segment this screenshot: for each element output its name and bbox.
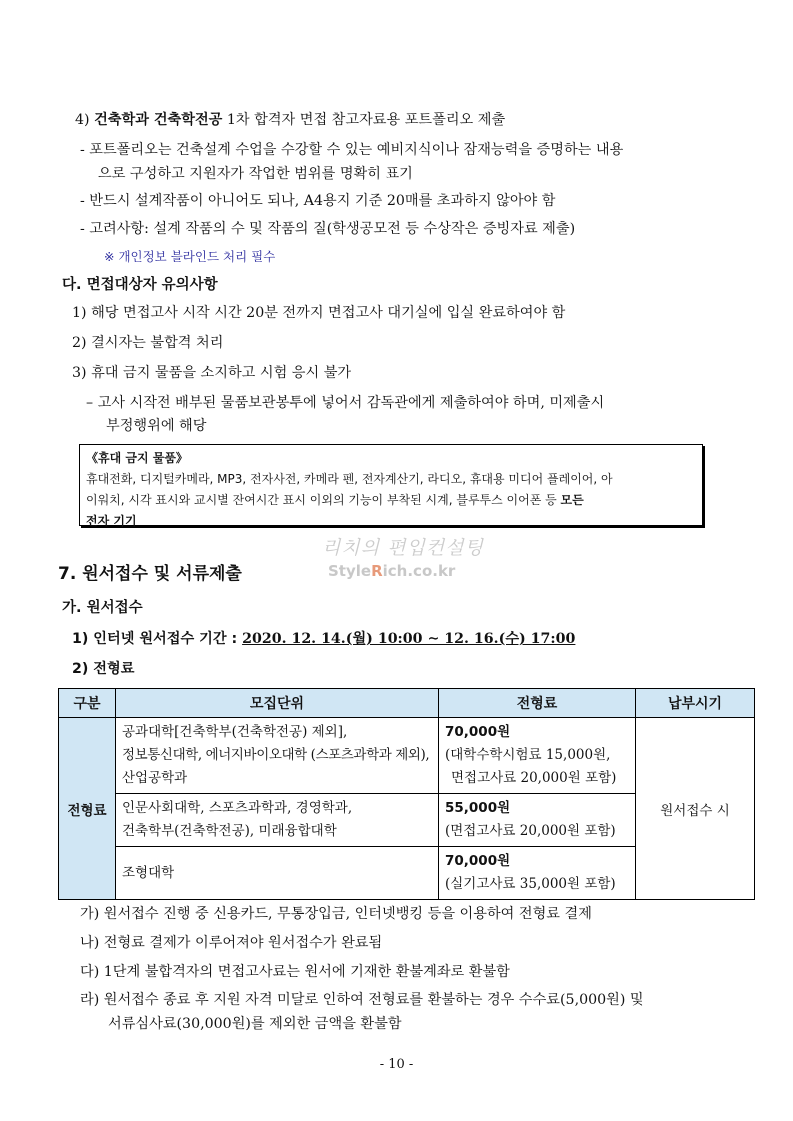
unit-cell: 인문사회대학, 스포츠과학과, 경영학과, 건축학부(건축학전공), 미래융합대학 [116, 794, 439, 847]
section4-note: ※ 개인정보 블라인드 처리 필수 [104, 249, 276, 264]
page-number: - 10 - [379, 1057, 414, 1072]
table-row [59, 718, 755, 794]
section7-sub-ga: 가. 원서접수 [62, 600, 143, 616]
header-pay-time: 납부시기 [636, 689, 755, 718]
note-3: 다) 1단계 불합격자의 면접고사료는 원서에 기재한 환불계좌로 환불함 [80, 964, 510, 980]
note-4: 라) 원서접수 종료 후 지원 자격 미달로 인하여 전형료를 환불하는 경우 수수료(5,000원) 및 [80, 992, 644, 1008]
prohibited-items-line-3: 전자 기기 [86, 514, 137, 528]
watermark-korean: 리치의 편입컨설팅 [322, 537, 484, 559]
header-category: 구분 [59, 689, 116, 718]
section4-item-1: - 포트폴리오는 건축설계 수업을 수강할 수 있는 예비지식이나 잠재능력을 증명하는 내용 [80, 142, 624, 158]
header-unit: 모집단위 [116, 689, 439, 718]
section-da-title: 다. 면접대상자 유의사항 [62, 277, 218, 293]
prohibited-items-box [79, 444, 703, 526]
fee-cell: 70,000원 (실기고사료 35,000원 포함) [439, 847, 636, 900]
fee-table [58, 688, 755, 900]
section-da-item-3-sub-cont: 부정행위에 해당 [106, 418, 207, 434]
note-2: 나) 전형료 결제가 이루어져야 원서접수가 완료됨 [80, 935, 383, 951]
section7-title: 7. 원서접수 및 서류제출 [58, 564, 242, 584]
section-da-item-2: 2) 결시자는 불합격 처리 [72, 335, 224, 351]
fee-cell: 55,000원 (면접고사료 20,000원 포함) [439, 794, 636, 847]
note-1: 가) 원서접수 진행 중 신용카드, 무통장입금, 인터넷뱅킹 등을 이용하여 전형료 결제 [80, 906, 592, 922]
prohibited-items-line-1: 휴대전화, 디지털카메라, MP3, 전자사전, 카메라 펜, 전자계산기, 라디오, 휴대용 미디어 플레이어, 아 [86, 472, 613, 486]
header-fee: 전형료 [439, 689, 636, 718]
section4-item-1-cont: 으로 구성하고 지원자가 작업한 범위를 명확히 표기 [98, 166, 413, 182]
pay-time-cell: 원서접수 시 [636, 718, 755, 900]
section4-item-2: - 반드시 설계작품이 아니어도 되나, A4용지 기준 20매를 초과하지 않아야 함 [80, 193, 556, 209]
section4-title: 4) 건축학과 건축학전공 1차 합격자 면접 참고자료용 포트폴리오 제출 [75, 112, 506, 128]
fee-table-header [59, 689, 755, 718]
unit-cell: 조형대학 [116, 847, 439, 900]
section-da-item-1: 1) 해당 면접고사 시작 시간 20분 전까지 면접고사 대기실에 입실 완료하여야 함 [72, 305, 566, 321]
prohibited-items-title: 《휴대 금지 물품》 [86, 451, 188, 465]
section-da-item-3-sub: – 고사 시작전 배부된 물품보관봉투에 넣어서 감독관에게 제출하여야 하며, 미제출시 [86, 395, 605, 411]
section4-item-3: - 고려사항: 설계 작품의 수 및 작품의 질(학생공모전 등 수상작은 증빙자료 제출) [80, 221, 576, 237]
section-da-item-3: 3) 휴대 금지 물품을 소지하고 시험 응시 불가 [72, 365, 352, 381]
unit-cell: 공과대학[건축학부(건축학전공) 제외], 정보통신대학, 에너지바이오대학 (스포츠과학과 제외), 산업공학과 [116, 718, 439, 794]
fee-cell: 70,000원 (대학수학시험료 15,000원, 면접고사료 20,000원 포함) [439, 718, 636, 794]
watermark-url: StyleRich.co.kr [328, 562, 456, 580]
prohibited-items-line-2: 이워치, 시각 표시와 교시별 잔여시간 표시 이외의 기능이 부착된 시계, 블루투스 이어폰 등 모든 [86, 493, 584, 507]
note-4-cont: 서류심사료(30,000원)를 제외한 금액을 환불함 [108, 1016, 402, 1032]
fee-label: 2) 전형료 [72, 661, 135, 677]
category-cell: 전형료 [59, 718, 116, 900]
application-period: 1) 인터넷 원서접수 기간 : 2020. 12. 14.(월) 10:00 ∼ 12. 16.(수) 17:00 [72, 631, 576, 647]
